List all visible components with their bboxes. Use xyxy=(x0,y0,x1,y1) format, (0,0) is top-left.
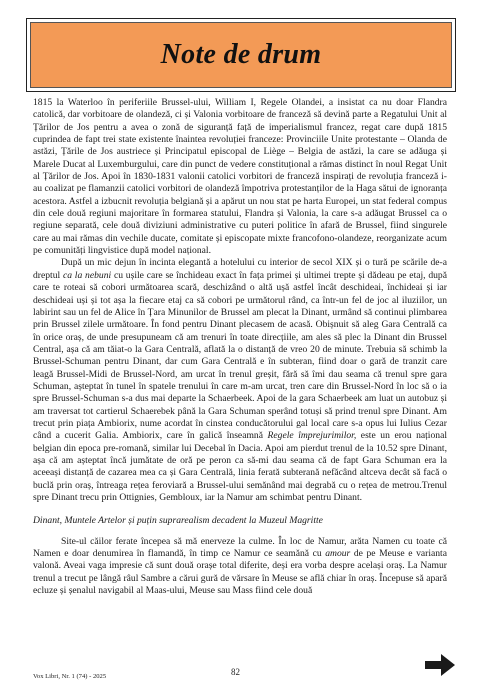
paragraph-3 xyxy=(33,536,447,598)
paragraph-1 xyxy=(33,97,447,257)
right-arrow-icon[interactable] xyxy=(425,654,455,676)
page-number: 82 xyxy=(231,667,240,677)
paragraph-2-text-b: de-a dreptul xyxy=(33,257,447,281)
header-banner-frame xyxy=(26,18,456,92)
journal-footer: Vox Libri, Nr. 1 (74) - 2025 xyxy=(33,673,107,680)
paragraph-2 xyxy=(33,257,447,504)
paragraph-1-text-a: 1815 la Waterloo în periferiile Brussel-ului, William I, Regele Olandei, a insistat ca nu doar Flandra catolică, dar vorbitoare de olandeză, ci și Valonia vorbitoare de franceză să devină parte a Regatului Unit al Țărilor de Jos pentru a avea o zonă de siguranță față de imperialismul francez, regat care după 1815 cuprindea de fapt trei state existente înaintea revoluției franceze: Provinciile Unite protestante – Olanda de astăzi, Țările de Jos austriece și Principatul episcopal de xyxy=(33,97,447,158)
header-banner xyxy=(30,22,452,88)
italic-phrase-ca-la-nebuni: ca la nebuni xyxy=(62,269,112,281)
paragraph-3-text-a: Site-ul căilor ferate începea să mă enerveze la culme. În loc de Namur, arăta Namen cu toate că Namen e doar denumirea în flamandă, în timp ce Namur ce seamănă cu xyxy=(33,535,447,560)
paragraph-3-text-b: de pe Meuse e varianta valonă. Aveai vaga impresie că sunt două orașe total diferite, deși era vorba despre același oraș. La Namur trenul a trecut pe lângă râul Sambre a cărui gură de vărsare în Meuse se află chiar în oraș. Începuse să apară ecluze și șenalul navigabil al Maas-ului, Meuse sau Mass fiind cele două xyxy=(33,548,447,597)
paragraph-2-text-d: este un erou național belgian din epoca pre-romană, similar lui Decebal în Dacia. Apoi am pierdut trenul de la 10.52 spre Dinant, așa că am așteptat încă jumătate de oră pe peron ca să-mi dau seama că de fapt Gara Schuman era la aceeași distanță de cazarea mea ca și Gara Centrală, linia ferată subterană nefăcând altceva decât să facă o buclă prin oraș, întreaga rețea feroviară a Brussel-ului semănând mai degrabă cu o rețea de metrou.Trenul spre Dinant trecu prin Ottignies, Gembloux, iar la Namur am schimbat pentru Dinant. xyxy=(33,430,447,503)
section-heading: Dinant, Muntele Artelor și puțin suprarealism decadent la Muzeul Magritte xyxy=(33,515,323,527)
italic-word-amour: amour xyxy=(325,548,351,560)
italic-phrase-regele: Regele împrejurimilor, xyxy=(267,430,357,442)
place-name-liege: Liège xyxy=(263,146,286,158)
paragraph-2-text-c: cu ușile care se închideau exact în fața primei și ultimei trepte și dădeau pe etaj, după care te roteai să cobori următoarea scară, deschizând o altă ușă astfel încât deschideai, închideai și iar deschideai uși și tot așa la fiecare etaj ca să cobori pe următorul rând, ca într-un fel de joc al iluziilor, un labirint sau un fel de Alice în Țara Minunilor de Brussel am plecat la Dinant, urmând să continui plimbarea prin Brussel zilele următoare. În fond pentru Dinant plecasem de acasă. Obișnuit să aleg Gara Centrală ca în orice oraș, de unde presupuneam că am trenuri în toate direcțiile, am ales să plec la Dinant din Brussel Central, așa că am tăiat-o la Gara Centrală, aflată la o distanță de vreo 20 de minute. Trebuia să schimb la Brussel-Schuman pentru Dinant, dar cum Gara Centrală e în subteran, fiind doar o gară de tranzit care leagă Brussel-Midi de Brussel-Nord, am urcat în trenul greșit, fără să îmi dau seama că trenul spre gara Schuman, așteptat în tunel în spatele trenului în care m-am urcat, tren care din Brussel-Nord în loc să o ia spre Brussel-Schuman s-a dus mai departe la Schaerbeek. Apoi de la gara Schaerbeek am luat un autobuz și am traversat tot cartierul Schaerebek până la Gara Schuman sperând totuși să prind trenul spre Dinant. Am trecut prin piața Ambiorix, nume acordat în cinstea conducătorului gal local care s-a opus lui Iulius Cezar când a cucerit Galia. Ambiorix, care în galică înseamnă xyxy=(33,269,447,442)
article-body xyxy=(33,97,447,597)
paragraph-1-text-b: – Belgia de astăzi, la care se adăuga și Marele Ducat al Luxemburgului, care din punct de vedere constituțional a rămas distinct în noul Regat Unit al Țărilor de Jos. Apoi în 1830-1831 valonii catolici vorbitori de franceză inspirați de revoluția franceză i-au coalizat pe flamanzii catolici vorbitori de olandeză împotriva protestanților de la Haga sătui de ignoranța acestora. Astfel a izbucnit revoluția belgiană și a apărut un nou stat pe harta Europei, un stat federal compus din cele două regiuni majoritare în formarea statului, Flandra și Valonia, la care s-a adăugat Brussel ca o regiune separată, cele două diviziuni administrative cu puteri politice în afară de Brussel, fiind singurele care au mai rămas din vechile ducate, comitate și episcopate mixte francofono-olandeze, reorganizate acum pe comunități lingvistice după model național. xyxy=(33,146,447,257)
page-title: Note de drum xyxy=(160,39,322,70)
paragraph-2-text-a: După un mic dejun în incinta elegantă a hotelului cu interior de secol XIX și o tură pe scările xyxy=(61,257,431,269)
